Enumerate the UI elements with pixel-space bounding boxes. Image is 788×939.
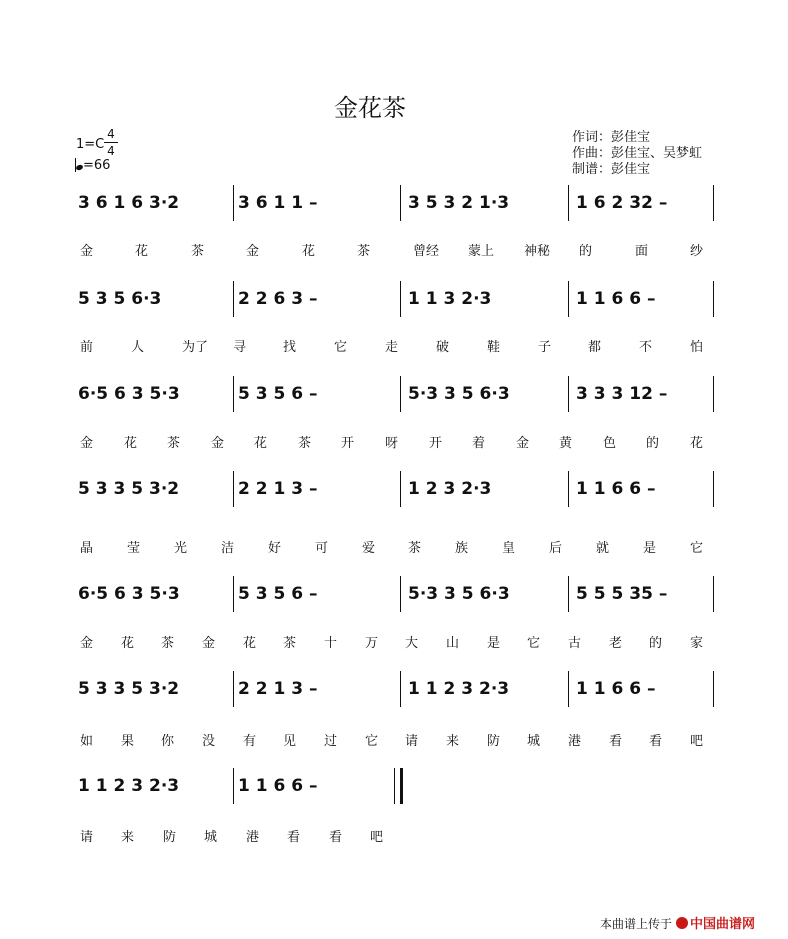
lyric-word: 可 [315,541,329,556]
lyric-word: 莹 [127,541,141,556]
footer [600,913,755,932]
barline [400,185,401,221]
tempo-marking [76,158,110,173]
lyric-word: 花 [243,636,257,651]
lyric-word: 蒙上 [468,244,495,259]
measure: 2 2 6 3 – [238,289,318,309]
measure: 5·3 3 5 6·3 [408,384,510,404]
measure: 5·3 3 5 6·3 [408,584,510,604]
measure: 6·5 6 3 5·3 [78,384,180,404]
lyric-word: 金 [202,636,216,651]
barline [713,471,714,507]
lyric-word: 看 [609,734,623,749]
lyric-word: 找 [283,340,297,355]
barline [568,576,569,612]
lyric-word: 吧 [690,734,704,749]
score-row [78,768,718,804]
lyric-word: 是 [487,636,501,651]
lyricist: 作词：彭佳宝 [572,130,651,145]
lyric-word: 港 [568,734,582,749]
site-logo-icon [676,917,688,929]
lyric-word: 金 [246,244,260,259]
lyric-word: 纱 [690,244,704,259]
measure: 5 3 3 5 3·2 [78,679,180,699]
barline [568,471,569,507]
lyric-word: 金 [80,436,94,451]
score-row [78,376,718,412]
footer-text: 本曲谱上传于 [600,917,673,931]
lyric-word: 来 [446,734,460,749]
lyric-word: 着 [472,436,486,451]
measure: 1 1 2 3 2·3 [78,776,180,796]
lyric-word: 它 [365,734,379,749]
barline [400,576,401,612]
lyric-word: 请 [80,830,94,845]
lyric-word: 茶 [191,244,205,259]
lyric-word: 看 [649,734,663,749]
score-row [78,671,718,707]
time-signature-bottom: 4 [107,144,115,158]
measure: 3 5 3 2 1·3 [408,193,510,213]
lyric-word: 洁 [221,541,235,556]
lyric-word: 怕 [690,340,704,355]
lyric-word: 金 [516,436,530,451]
credits [572,130,702,178]
barline [713,376,714,412]
composer: 作曲：彭佳宝、吴梦虹 [572,146,703,161]
lyric-word: 晶 [80,541,94,556]
key-signature: 1=C [76,137,105,152]
barline [233,376,234,412]
barline [713,185,714,221]
measure: 5 5 5 35 – [576,584,668,604]
measure: 1 1 2 3 2·3 [408,679,510,699]
measure: 2 2 1 3 – [238,479,318,499]
lyric-word: 它 [527,636,541,651]
lyric-word: 都 [588,340,602,355]
lyric-word: 茶 [161,636,175,651]
lyric-word: 茶 [167,436,181,451]
lyric-word: 茶 [408,541,422,556]
score-row [78,185,718,221]
measure: 3 6 1 6 3·2 [78,193,180,213]
score-row [78,471,718,507]
barline [233,471,234,507]
barline [568,376,569,412]
lyric-word: 城 [204,830,218,845]
barline [233,185,234,221]
measure: 3 3 3 12 – [576,384,668,404]
lyric-word: 呀 [385,436,399,451]
lyric-word: 子 [538,340,552,355]
lyric-word: 好 [268,541,282,556]
lyric-word: 破 [436,340,450,355]
lyric-word: 万 [365,636,379,651]
lyric-word: 神秘 [524,244,551,259]
lyric-word: 是 [643,541,657,556]
lyric-word: 果 [121,734,135,749]
measure: 5 3 5 6·3 [78,289,162,309]
lyric-word: 防 [487,734,501,749]
lyric-word: 看 [287,830,301,845]
lyric-word: 吧 [370,830,384,845]
lyric-word: 前 [80,340,94,355]
barline [713,576,714,612]
lyric-word: 茶 [298,436,312,451]
lyric-word: 光 [174,541,188,556]
lyric-word: 防 [163,830,177,845]
measure: 3 6 1 1 – [238,193,318,213]
lyric-word: 黄 [559,436,573,451]
lyric-word: 家 [690,636,704,651]
lyric-word: 有 [243,734,257,749]
lyric-word: 花 [135,244,149,259]
barline [400,376,401,412]
barline [233,671,234,707]
lyric-word: 花 [124,436,138,451]
lyric-word: 十 [324,636,338,651]
lyric-word: 港 [246,830,260,845]
lyric-word: 它 [334,340,348,355]
barline [568,185,569,221]
lyric-word: 的 [579,244,593,259]
barline [233,576,234,612]
final-barline [400,768,403,804]
time-signature-top: 4 [107,127,115,141]
score-row [78,576,718,612]
lyric-word: 茶 [283,636,297,651]
lyric-word: 山 [446,636,460,651]
barline [400,281,401,317]
lyric-word: 城 [527,734,541,749]
lyric-word: 它 [690,541,704,556]
barline [400,471,401,507]
lyric-word: 就 [596,541,610,556]
lyric-word: 花 [121,636,135,651]
barline [400,671,401,707]
lyric-word: 花 [690,436,704,451]
lyric-word: 古 [568,636,582,651]
lyric-word: 金 [80,244,94,259]
measure: 2 2 1 3 – [238,679,318,699]
lyric-word: 茶 [357,244,371,259]
barline [568,671,569,707]
lyric-word: 过 [324,734,338,749]
song-title: 金花茶 [334,94,406,122]
barline [568,281,569,317]
lyric-word: 鞋 [487,340,501,355]
measure: 5 3 5 6 – [238,384,318,404]
lyric-word: 后 [549,541,563,556]
lyric-word: 寻 [233,340,247,355]
lyric-word: 人 [131,340,145,355]
measure: 1 1 3 2·3 [408,289,492,309]
site-logo: 中国曲谱网 [690,917,756,932]
lyric-word: 金 [211,436,225,451]
lyric-word: 如 [80,734,94,749]
lyric-word: 金 [80,636,94,651]
lyric-word: 爱 [362,541,376,556]
lyric-word: 来 [121,830,135,845]
barline [233,768,234,804]
measure: 1 2 3 2·3 [408,479,492,499]
time-signature [104,127,118,158]
lyric-word: 见 [283,734,297,749]
measure: 1 1 6 6 – [238,776,318,796]
lyric-word: 走 [385,340,399,355]
lyric-word: 大 [405,636,419,651]
lyric-word: 你 [161,734,175,749]
measure: 6·5 6 3 5·3 [78,584,180,604]
barline [713,671,714,707]
lyric-word: 没 [202,734,216,749]
barline [713,281,714,317]
measure: 1 6 2 32 – [576,193,668,213]
lyric-word: 皇 [502,541,516,556]
lyric-word: 的 [649,636,663,651]
lyric-word: 曾经 [413,244,440,259]
arranger: 制谱：彭佳宝 [572,162,651,177]
lyric-word: 的 [646,436,660,451]
score-row [78,281,718,317]
lyric-word: 不 [639,340,653,355]
lyric-word: 色 [603,436,617,451]
lyric-word: 看 [329,830,343,845]
measure: 1 1 6 6 – [576,679,656,699]
lyric-word: 花 [302,244,316,259]
lyric-word: 花 [254,436,268,451]
measure: 1 1 6 6 – [576,289,656,309]
lyric-word: 为了 [182,340,209,355]
tempo-value: =66 [83,158,111,173]
measure: 5 3 5 6 – [238,584,318,604]
barline [233,281,234,317]
lyric-word: 开 [429,436,443,451]
lyric-word: 族 [455,541,469,556]
lyric-word: 面 [635,244,649,259]
lyric-word: 开 [341,436,355,451]
lyric-word: 老 [609,636,623,651]
measure: 1 1 6 6 – [576,479,656,499]
lyric-word: 请 [405,734,419,749]
measure: 5 3 3 5 3·2 [78,479,180,499]
